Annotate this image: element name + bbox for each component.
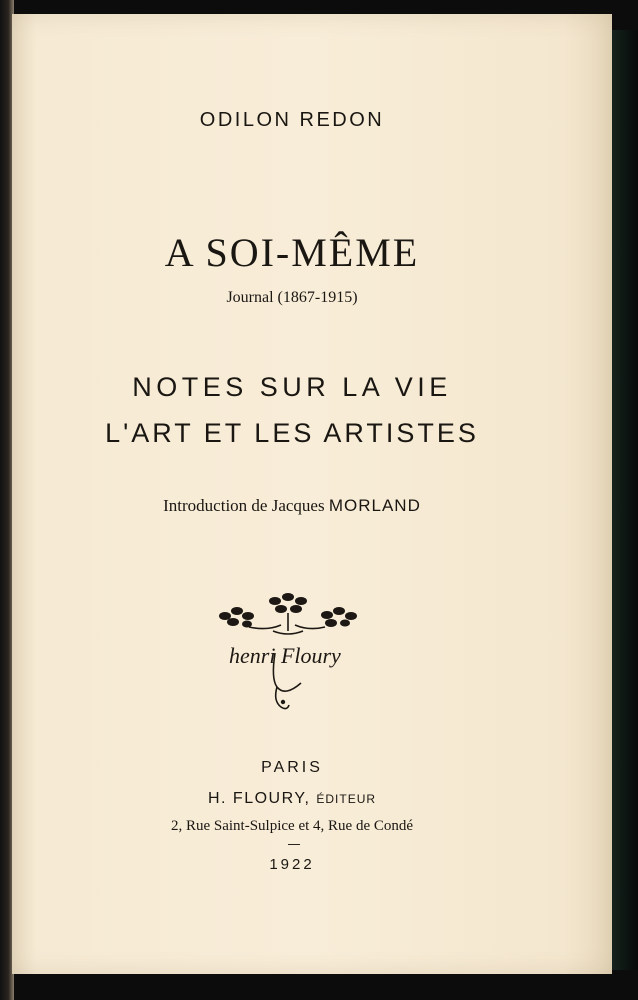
publication-year: 1922 <box>269 856 315 873</box>
title-page <box>12 14 612 974</box>
introduction-credit <box>12 496 572 516</box>
author-name: ODILON REDON <box>199 109 385 131</box>
publisher-role: ÉDITEUR <box>316 792 377 806</box>
book-subtitle: Journal (1867-1915) <box>226 289 358 306</box>
introduction-prefix: Introduction de Jacques <box>163 496 329 515</box>
logo-text: henri Floury <box>229 643 341 668</box>
notes-heading-line-1: NOTES SUR LA VIE <box>132 372 452 402</box>
divider-dash <box>288 844 300 845</box>
publisher-name: H. FLOURY, <box>207 790 317 807</box>
publisher-logo <box>215 579 360 719</box>
publisher-line <box>12 790 572 808</box>
notes-heading-line-2: L'ART ET LES ARTISTES <box>105 418 479 448</box>
publisher-address: 2, Rue Saint-Sulpice et 4, Rue de Condé <box>170 818 414 834</box>
publication-city: PARIS <box>261 759 323 776</box>
book-title: A SOI-MÊME <box>164 230 420 275</box>
introduction-author: MORLAND <box>328 496 421 515</box>
